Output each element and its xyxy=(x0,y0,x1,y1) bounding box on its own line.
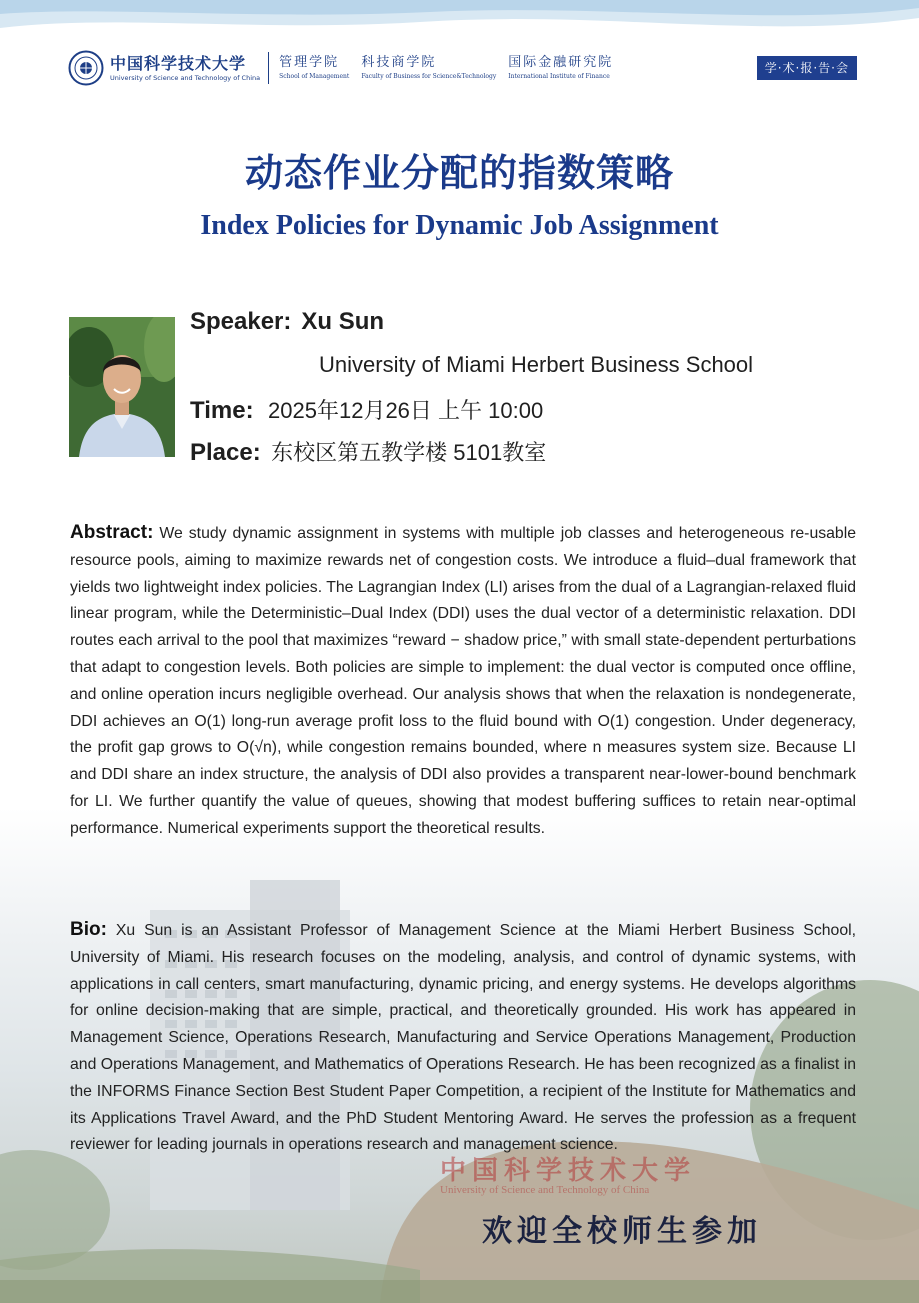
speaker-row xyxy=(190,308,384,336)
title-english: Index Policies for Dynamic Job Assignment xyxy=(200,210,719,241)
stone-engraving-en: University of Science and Technology of China xyxy=(440,1184,650,1196)
place-label: Place: xyxy=(190,439,261,466)
title-chinese: 动态作业分配的指数策略 xyxy=(244,151,674,195)
school-business xyxy=(361,54,496,82)
university-name xyxy=(110,54,260,83)
school-finance xyxy=(508,54,613,82)
school-name-cn: 管理学院 xyxy=(279,55,340,70)
speaker-label: Speaker: xyxy=(190,308,292,335)
school-name-en: International Institute of Finance xyxy=(508,73,610,80)
stone-engraving-cn: 中国科学技术大学 xyxy=(440,1156,697,1186)
university-name-cn: 中国科学技术大学 xyxy=(110,53,247,73)
university-name-en: University of Science and Technology of China xyxy=(110,73,261,82)
place-row xyxy=(190,436,546,467)
speaker-photo xyxy=(69,317,175,457)
speaker-affiliation-row xyxy=(319,352,753,378)
school-name-en: School of Management xyxy=(279,73,350,80)
welcome-message: 欢迎全校师生参加 xyxy=(482,1214,762,1249)
university-seal-icon xyxy=(68,50,104,86)
abstract-text: We study dynamic assignment in systems with multiple job classes and heterogeneous re-usable resource pools, aiming to maximize rewards net of congestion costs. We introduce a fluid–dual framework that yields two lightweight index policies. The Lagrangian Index (LI) arises from the dual of a Lagrangian-relaxed fluid linear program, while the Deterministic–Dual Index (DDI) uses the dual vector of a deterministic relaxation. DDI routes each arrival to the pool that maximizes “reward − shadow price,” with small state-dependent perturbations that adapt to congestion levels. Both policies are simple to implement: the dual vector is computed once offline, and online operation incurs negligible overhead. Our analysis shows that when the relaxation is nondegenerate, DDI achieves an O(1) long-run average profit loss to the fluid bound with O(1) congestion. Under degeneracy, the profit gap grows to O(√n), while congestion remains bounded, where n measures system size. Because LI and DDI share an index structure, the analysis of DDI also provides a transparent near-lower-bound benchmark for LI. We further quantify the value of queues, showing that modest buffering suffices to retain near-optimal performance. Numerical experiments support the theoretical results. xyxy=(70,525,856,837)
bio-label: Bio: xyxy=(70,919,107,940)
abstract-label: Abstract: xyxy=(70,522,154,543)
time-label: Time: xyxy=(190,397,254,424)
abstract-section xyxy=(70,520,856,843)
bio-text: Xu Sun is an Assistant Professor of Management Science at the Miami Herbert Business School, University of Miami. His research focuses on the modeling, analysis, and control of dynamic systems, with applications in call centers, smart manufacturing, dynamic pricing, and energy systems. He develops algorithms for online decision-making that are simple, practical, and theoretically grounded. His work has appeared in Management Science, Operations Research, Manufacturing and Service Operations Management, Production and Operations Management, and Mathematics of Operations Research. He has been recognized as a finalist in the INFORMS Finance Section Best Student Paper Competition, a recipient of the Institute for Mathematics and its Applications Travel Award, and the PhD Student Mentoring Award. He serves the profession as a frequent reviewer for leading journals in operations research and management science. xyxy=(70,922,857,1154)
speaker-affiliation: University of Miami Herbert Business School xyxy=(319,352,754,377)
school-name-cn: 科技商学院 xyxy=(361,55,437,70)
school-name-cn: 国际金融研究院 xyxy=(508,55,614,70)
seminar-badge: 学·术·报·告·会 xyxy=(757,56,857,80)
place-value: 东校区第五教学楼 5101教室 xyxy=(271,440,547,465)
time-row xyxy=(190,394,543,425)
header-divider xyxy=(268,52,269,84)
school-name-en: Faculty of Business for Science&Technology xyxy=(361,73,497,80)
header-bar xyxy=(68,46,857,90)
school-management xyxy=(279,54,349,82)
speaker-name: Xu Sun xyxy=(301,308,385,335)
time-value: 2025年12月26日 上午 10:00 xyxy=(268,398,544,423)
bio-section xyxy=(70,917,856,1159)
